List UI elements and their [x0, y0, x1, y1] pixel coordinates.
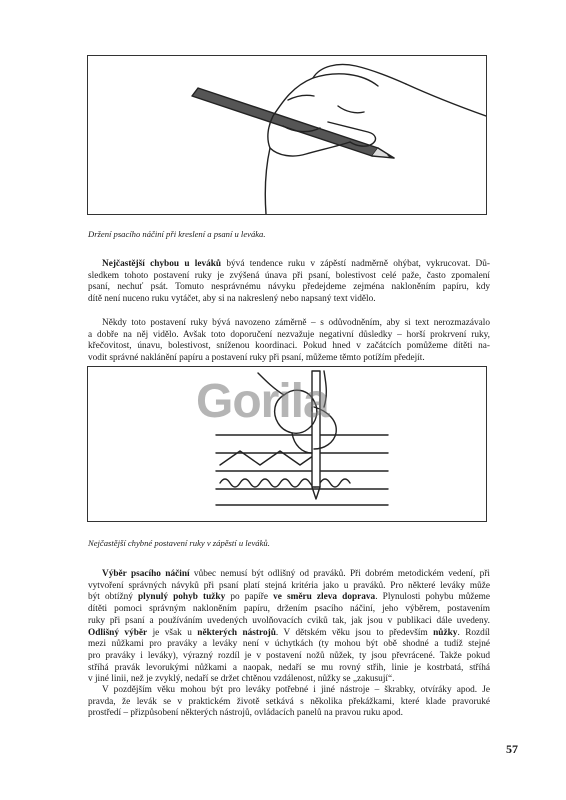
- text-line: dítěti pomoci správným nakloněním papíru, držením psacího náčiní, jeho výběrem, postavením: [88, 604, 490, 615]
- figure-hand-holding-pencil: [87, 55, 487, 215]
- text-run: být obtížný: [88, 592, 138, 603]
- text-run: . Rozdíl: [457, 627, 490, 638]
- text-run: po papíře: [225, 592, 274, 603]
- watermark-logo: Gorila: [196, 375, 329, 428]
- text-line: a dobře na něj vidělo. Avšak toto doporučení nezvažuje negativní důsledky – horší prokrvení ruky,: [88, 329, 490, 340]
- text-line: pravda, že levák se v praktickém životě setkává s několika překážkami, které klade pravoruké: [88, 696, 490, 707]
- bold-term: Nejčastější chybou u leváků: [102, 259, 222, 269]
- text-line: V pozdějším věku mohou být pro leváky potřebné i jiné nástroje – škrabky, otvíráky apod. Je: [102, 685, 490, 695]
- text-run: . Plynulosti pohybu můžeme: [375, 592, 490, 603]
- text-line: v jiné linii, než je zvyklý, nedaří se držet chtěnou vzdálenost, nůžky se „zakusují“.: [88, 674, 395, 685]
- bold-term: plynulý pohyb tužky: [138, 592, 226, 603]
- text-run: je však u: [147, 627, 198, 638]
- text-line: ruky při psaní a používáním uvedených uvolňovacích cviků tak, jak jsou v publikaci dále uvedeny.: [88, 615, 490, 626]
- bold-term: ve směru zleva doprava: [273, 592, 376, 603]
- bold-term: Výběr psacího náčiní: [102, 569, 190, 579]
- text-line: prostředí – přizpůsobení některých nástrojů, ovládacích panelů na pravou ruku apod.: [88, 708, 403, 719]
- bold-term: nůžky: [433, 627, 458, 638]
- bold-term: některých nástrojů: [197, 627, 276, 638]
- page-number: 57: [506, 742, 518, 756]
- text-line: mezi nůžkami pro praváky a leváky není v úchytkách (ty mohou být obě shodné a tudíž stejné: [88, 639, 490, 650]
- paragraph-common-mistake: [88, 259, 490, 306]
- hand-pencil-illustration: [88, 56, 486, 214]
- text-line: stříhá pravák levorukými nůžkami a naopak, nedaří se mu rovný střih, linie je kostrbatá, stříhá: [88, 662, 490, 673]
- text-run: vůbec nemusí být odlišný od praváků. Při dobrém metodickém vedení, při: [189, 569, 490, 579]
- figure-caption: Držení psacího náčiní při kreslení a psaní u leváka.: [88, 229, 266, 239]
- text-run: bývá tendence ruku v zápěstí nadměrně ohýbat, vykrucovat. Dů-: [221, 259, 490, 269]
- bold-term: Odlišný výběr: [88, 627, 148, 638]
- text-line: psaní, nechuť psát. Tomuto nesprávnému návyku předejdeme zejména nakloněním papíru, kdy: [88, 282, 490, 293]
- text-run: . V dětském věku jsou to především: [275, 627, 434, 638]
- figure-caption: Nejčastější chybné postavení ruky v zápěstí u leváků.: [88, 538, 270, 548]
- text-line: dítě není nuceno ruku vytáčet, aby si na nakreslený nebo napsaný text vidělo.: [88, 294, 376, 305]
- text-line: sledkem tohoto postavení ruky je zvýšená únava při psaní, bolestivost celé paže, často zpomalení: [88, 270, 490, 281]
- text-line: Někdy toto postavení ruky bývá navozeno záměrně – s odůvodněním, aby si text nerozmazávalo: [102, 318, 490, 328]
- text-line: vodit správné naklánění papíru a postavení ruky při psaní, můžeme těmto potížím předejít.: [88, 353, 425, 364]
- paragraph-writing-tools: [88, 569, 490, 686]
- text-line: vytvoření správných návyků při psaní platí stejná kritéria jako u praváků. Pro některé leváky může: [88, 580, 490, 591]
- text-line: křečovitost, únavu, bolestivost, sníženou koordinaci. Pokud hned v začátcích pomůžeme dítěti na-: [88, 341, 490, 352]
- text-line: pro praváky i leváky), výrazný rozdíl je v postavení nožů nůžek, ty jsou převrácené. Takže pokud: [88, 650, 490, 661]
- paragraph-other-tools: [88, 685, 490, 720]
- paragraph-deliberate-posture: [88, 318, 490, 365]
